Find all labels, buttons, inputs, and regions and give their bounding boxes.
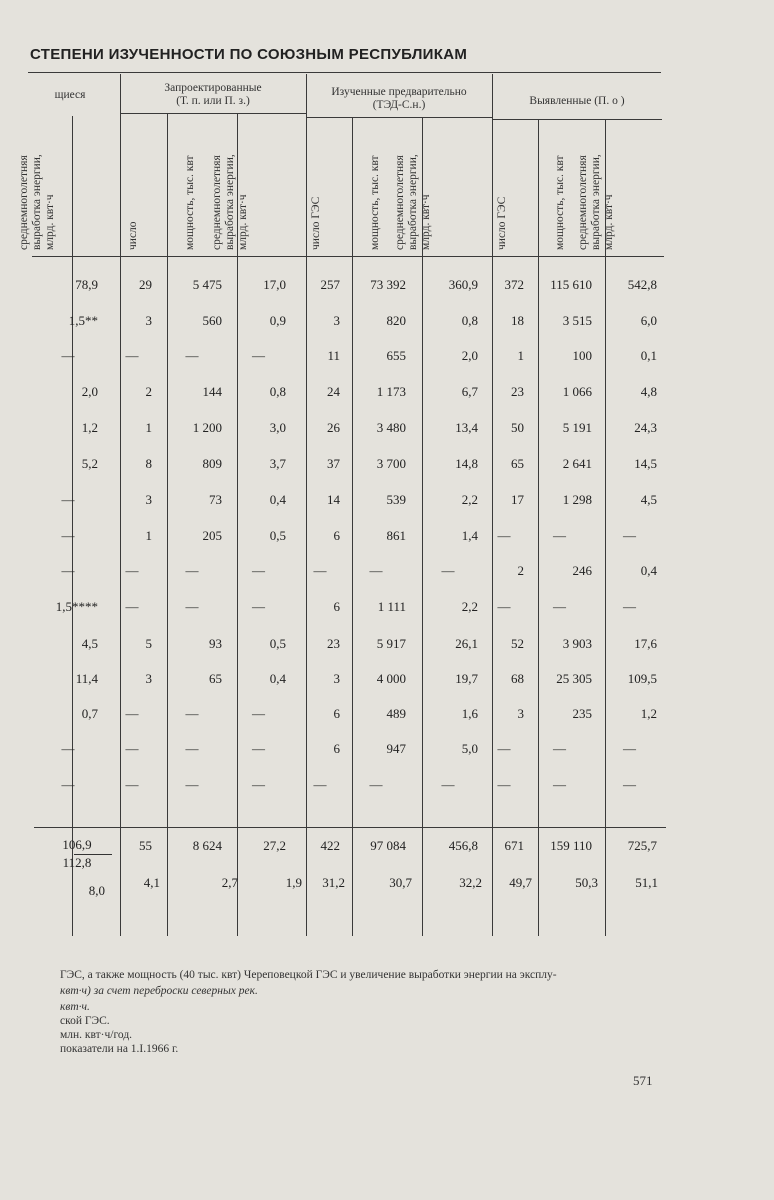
table-cell: 235 [572, 706, 592, 721]
table-cell: 5,0 [461, 741, 478, 756]
table-cell: 3 [145, 671, 152, 686]
table-cell: — [553, 528, 566, 543]
table-cell: 257 [320, 277, 340, 292]
table-cell: 489 [386, 706, 406, 721]
table-cell: 65 [511, 456, 524, 471]
table-cell: 6,0 [640, 313, 657, 328]
table-cell: — [252, 706, 265, 721]
table-cell: 11 [327, 348, 340, 363]
table-cell: 6 [333, 706, 340, 721]
table-cell: 3 903 [562, 636, 592, 651]
footnote-3: квт·ч. [60, 1001, 90, 1013]
footnote-4: ской ГЭС. [60, 1015, 110, 1027]
table-cell: 24 [327, 384, 340, 399]
table-cell: — [623, 741, 636, 756]
percent-cell: 2,7 [221, 875, 238, 890]
table-cell: 372 [504, 277, 524, 292]
table-cell: 5 475 [192, 277, 222, 292]
subgroup-rule-2 [306, 117, 492, 118]
table-cell: — [369, 777, 383, 792]
table-cell: 17 [511, 492, 524, 507]
table-cell: 5 191 [562, 420, 592, 435]
table-cell: 2,2 [461, 599, 478, 614]
header-bottom-rule [32, 256, 664, 257]
table-cell: 1 [145, 420, 152, 435]
table-cell: 17,6 [634, 636, 657, 651]
table-cell: 37 [327, 456, 340, 471]
table-cell: — [185, 599, 199, 614]
table-cell: 8 [145, 456, 152, 471]
totals-rule [34, 827, 666, 828]
table-cell: — [125, 706, 139, 721]
table-cell: 4,5 [81, 636, 98, 651]
table-cell: — [441, 777, 455, 792]
table-cell: — [61, 348, 75, 363]
table-cell: — [497, 528, 511, 543]
table-cell: 115 610 [550, 277, 592, 292]
percent-cell: 31,2 [322, 875, 345, 890]
table-cell: — [252, 741, 265, 756]
table-cell: 1,6 [461, 706, 478, 721]
table-cell: 542,8 [627, 277, 657, 292]
table-cell: 26 [327, 420, 340, 435]
table-cell: 6 [333, 599, 340, 614]
table-cell: 3 700 [376, 456, 406, 471]
table-cell: 0,7 [81, 706, 98, 721]
col-divider [352, 118, 353, 936]
table-cell: 6 [333, 528, 340, 543]
table-cell: — [313, 777, 327, 792]
table-cell: 539 [386, 492, 406, 507]
table-cell: 6,7 [461, 384, 478, 399]
table-cell: 3 515 [562, 313, 592, 328]
total-cell: 671 [504, 838, 524, 853]
table-cell: — [185, 706, 199, 721]
table-cell: 560 [202, 313, 222, 328]
table-cell: — [185, 777, 199, 792]
table-cell: 14,8 [455, 456, 478, 471]
table-cell: — [185, 741, 199, 756]
table-cell: 68 [511, 671, 524, 686]
table-cell: — [125, 348, 139, 363]
table-cell: 3 [145, 492, 152, 507]
table-cell: 1 200 [192, 420, 222, 435]
table-cell: 5 917 [376, 636, 406, 651]
table-top-rule [28, 72, 661, 73]
table-cell: — [125, 777, 139, 792]
table-cell: 1,4 [461, 528, 478, 543]
table-cell: 3 [517, 706, 524, 721]
page-title: СТЕПЕНИ ИЗУЧЕННОСТИ ПО СОЮЗНЫМ РЕСПУБЛИКАМ [30, 46, 468, 63]
page-number: 571 [633, 1073, 653, 1088]
table-cell: 205 [202, 528, 222, 543]
percent-cell: 49,7 [509, 875, 532, 890]
table-cell: 3 [333, 671, 340, 686]
table-cell: 14 [327, 492, 340, 507]
table-cell: 861 [386, 528, 406, 543]
table-cell: 73 392 [370, 277, 406, 292]
total-cell: 422 [320, 838, 340, 853]
table-cell: 0,4 [269, 492, 286, 507]
table-cell: 0,5 [269, 636, 286, 651]
table-cell: 1,5** [68, 313, 98, 328]
table-cell: 360,9 [448, 277, 478, 292]
table-cell: 0,4 [269, 671, 286, 686]
table-cell: 1 173 [376, 384, 406, 399]
table-cell: — [623, 528, 636, 543]
table-cell: — [553, 741, 566, 756]
table-cell: 2,2 [461, 492, 478, 507]
table-cell: 2 641 [562, 456, 592, 471]
table-cell: — [125, 599, 139, 614]
table-cell: 100 [572, 348, 592, 363]
group-header-studied: Изученные предварительно (ТЭД-С.н.) [331, 86, 467, 111]
table-cell: — [553, 599, 566, 614]
total-cell: 27,2 [263, 838, 286, 853]
table-cell: 14,5 [634, 456, 657, 471]
table-cell: 0,1 [640, 348, 657, 363]
table-cell: 1,2 [81, 420, 98, 435]
table-cell: — [185, 563, 199, 578]
table-cell: — [61, 777, 75, 792]
table-cell: — [61, 741, 75, 756]
table-cell: 0,8 [461, 313, 478, 328]
total-cell: 97 084 [370, 838, 406, 853]
table-cell: — [623, 777, 636, 792]
document-page: СТЕПЕНИ ИЗУЧЕННОСТИ ПО СОЮЗНЫМ РЕСПУБЛИКАМ щиеся Запроектированные (Т. п. или П. з.) Изученные предварительно (ТЭД-С.н.) Выявленные (П. о ) среднемноголетняя выработка энергии, млрд. квт·ч число мощность, тыс. квт среднемноголетняя выработка энергии, млрд. квт·ч число ГЭС мощность, тыс. квт среднемноголетняя выработка энергии, млрд. квт·ч число ГЭС мощность, тыс. квт среднемноголетняя выработка энергии, млрд. квт·ч 78,9 29 5 475 17,0 257 73 392 360,9 372 115 610 542,8 1,5** 3 560 0,9 3 820 0,8 18 3 515 6,0 — — — — 11 655 2,0 1 100 0,1 2,0 2 144 0,8 24 1 173 6,7 23 1 066 4,8 1,2 1 1 200 3,0 26 3 480 13,4 50 5 191 24,3 5,2 8 809 3,7 37 3 700 14,8 65 2 641 14,5 — 3 73 0,4 14 539 2,2 17 1 298 4,5 — 1 205 0,5 6 861 1,4 — — — — — — — — — — 2 246 0,4 1,5**** — — — 6 1 111 2,2 — — — 4,5 5 93 0,5 23 5 917 26,1 52 3 903 17,6 11,4 3 65 0,4 3 4 000 19,7 68 25 305 109,5 0,7 — — — 6 489 1,6 3 235 1,2 — — — — 6 947 5,0 — — — — — — — — — — — — — 106,9 112,8 55 8 624 27,2 422 97 084 456,8 671 159 110 725,7 8,0 4,1 2,7 1,9 31,2 30,7 32,2 49,7 50,3 51,1 ГЭС, а также мощность (40 тыс. квт) Череповецкой ГЭС и увеличение выработки энергии на эксплу- квт·ч) за счет переброски северных рек. квт·ч. ской ГЭС. млн. квт·ч/год. показатели на 1.I.1966 г. 571 [0, 0, 774, 1200]
table-cell: 26,1 [455, 636, 478, 651]
subgroup-rule-3 [492, 119, 662, 120]
table-cell: 3,0 [269, 420, 286, 435]
table-cell: 3 [145, 313, 152, 328]
table-cell: — [553, 777, 566, 792]
table-cell: 78,9 [75, 277, 98, 292]
subgroup-rule-1 [120, 113, 306, 114]
total-first-top: 106,9 [62, 837, 92, 852]
table-cell: 1,2 [640, 706, 657, 721]
table-cell: — [252, 563, 265, 578]
total-cell: 8 624 [192, 838, 222, 853]
table-cell: — [497, 741, 511, 756]
table-cell: 93 [209, 636, 222, 651]
table-cell: — [252, 348, 265, 363]
table-cell: 4 000 [376, 671, 406, 686]
table-cell: 50 [511, 420, 524, 435]
group-header-designed: Запроектированные (Т. п. или П. з.) [164, 82, 262, 107]
table-cell: 17,0 [263, 277, 286, 292]
percent-cell: 32,2 [459, 875, 482, 890]
total-cell: 725,7 [627, 838, 657, 853]
table-cell: 109,5 [627, 671, 657, 686]
table-cell: 23 [511, 384, 524, 399]
table-cell: 0,9 [269, 313, 286, 328]
table-cell: — [125, 741, 139, 756]
table-cell: 4,5 [640, 492, 657, 507]
table-cell: 13,4 [455, 420, 478, 435]
table-cell: 18 [511, 313, 524, 328]
table-cell: 2,0 [81, 384, 98, 399]
table-cell: 2,0 [461, 348, 478, 363]
total-cell: 55 [139, 838, 152, 853]
table-cell: 11,4 [75, 671, 98, 686]
table-cell: 1 111 [377, 599, 406, 614]
table-cell: 809 [202, 456, 222, 471]
table-cell: — [623, 599, 636, 614]
table-cell: 65 [209, 671, 222, 686]
table-cell: 1 298 [562, 492, 592, 507]
table-cell: — [252, 599, 265, 614]
table-cell: 29 [139, 277, 152, 292]
table-cell: — [441, 563, 455, 578]
table-cell: 1 066 [562, 384, 592, 399]
table-cell: 1 [517, 348, 524, 363]
table-cell: 246 [572, 563, 592, 578]
table-cell: 144 [202, 384, 222, 399]
table-cell: 19,7 [455, 671, 478, 686]
table-cell: 24,3 [634, 420, 657, 435]
footnote-2: квт·ч) за счет переброски северных рек. [60, 985, 258, 997]
table-cell: 947 [386, 741, 406, 756]
table-cell: — [369, 563, 383, 578]
table-cell: 655 [386, 348, 406, 363]
col-divider [72, 116, 73, 936]
table-cell: 6 [333, 741, 340, 756]
footnote-6: показатели на 1.I.1966 г. [60, 1043, 179, 1055]
table-cell: 25 305 [556, 671, 592, 686]
table-cell: — [185, 348, 199, 363]
table-cell: 2 [517, 563, 524, 578]
percent-cell: 1,9 [285, 875, 302, 890]
table-cell: 3,7 [269, 456, 286, 471]
table-cell: 23 [327, 636, 340, 651]
table-cell: 3 480 [376, 420, 406, 435]
total-first-bottom: 112,8 [62, 855, 92, 870]
table-cell: — [497, 777, 511, 792]
percent-cell: 4,1 [143, 875, 160, 890]
total-cell: 159 110 [550, 838, 592, 853]
table-cell: 3 [333, 313, 340, 328]
table-cell: 0,5 [269, 528, 286, 543]
table-cell: 820 [386, 313, 406, 328]
percent-cell: 8,0 [88, 883, 105, 898]
table-cell: 1 [145, 528, 152, 543]
table-cell: 2 [145, 384, 152, 399]
table-cell: — [313, 563, 327, 578]
col-divider [167, 114, 168, 936]
table-cell: 0,4 [640, 563, 657, 578]
percent-cell: 30,7 [389, 875, 412, 890]
table-cell: 0,8 [269, 384, 286, 399]
table-cell: 4,8 [640, 384, 657, 399]
table-cell: 5 [145, 636, 152, 651]
percent-cell: 50,3 [575, 875, 598, 890]
table-cell: 52 [511, 636, 524, 651]
table-cell: 1,5**** [55, 599, 98, 614]
group-header-operating: щиеся [54, 89, 86, 101]
footnote-5: млн. квт·ч/год. [60, 1029, 133, 1041]
table-cell: — [125, 563, 139, 578]
footnote-1: ГЭС, а также мощность (40 тыс. квт) Череповецкой ГЭС и увеличение выработки энергии на эксплу- [60, 969, 557, 981]
table-cell: — [61, 563, 75, 578]
table-cell: — [252, 777, 265, 792]
table-cell: 73 [209, 492, 222, 507]
table-cell: — [497, 599, 511, 614]
table-cell: 5,2 [81, 456, 98, 471]
group-header-identified: Выявленные (П. о ) [529, 95, 625, 107]
table-cell: — [61, 492, 75, 507]
total-cell: 456,8 [448, 838, 478, 853]
percent-cell: 51,1 [635, 875, 658, 890]
table-cell: — [61, 528, 75, 543]
